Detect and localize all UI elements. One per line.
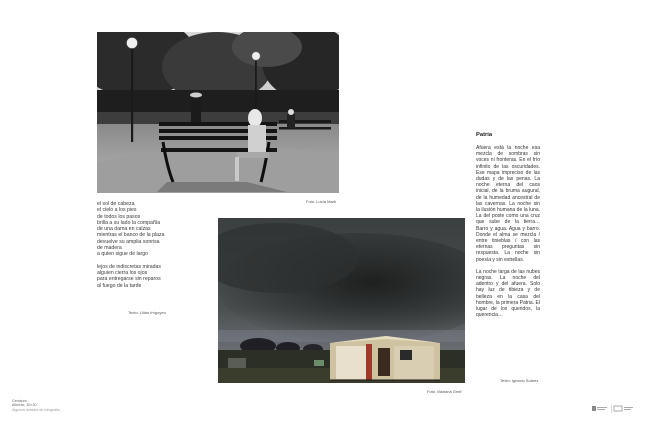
storm-shack-photo [218, 218, 465, 383]
poem-line: el sol de cabeza [97, 201, 135, 207]
footer-logos [592, 400, 634, 418]
poem-line: a quien sigue de largo [97, 251, 149, 258]
page-footer [12, 399, 60, 412]
poem-line: de madera [97, 245, 122, 252]
patria-title: Patria [476, 132, 493, 138]
cdf-logo-icon [614, 406, 633, 411]
patria-credit: Texto: Ignacio Suárez [500, 378, 539, 383]
poem-stanza-2 [97, 264, 164, 289]
poem-stanza-1 [97, 201, 164, 258]
poem-line: devuelve su amplia sonrisa [97, 238, 160, 245]
footer-line-3: Algunos detalles de fotografía [12, 407, 60, 412]
patria-body [476, 145, 540, 324]
poem-line: el cielo a los pies [97, 207, 137, 214]
poem-line: para entregarse sin reparos [97, 276, 161, 283]
poem-line: mientras el banco de la plaza [97, 232, 165, 239]
poem-line: de todos los pasos [97, 213, 141, 220]
poem-line: alguien cierra los ojos [97, 269, 148, 276]
poem-line: al fuego de la tarde [97, 282, 142, 289]
poem-left-credit: Texto: Lilián Irrigoyen [128, 310, 166, 315]
patria-paragraph-1: Afuera está la noche esa mezcla de sombras sin voces ni fronteras. En el frío infinito de las oscuridades. Ese mapa impreciso de las dudas y de las penas. La noche eterna del caos inicial, de la bruma augural, de la humedad ancestral de las cavernas. La noche sin la ilusión humana de la luna. La del poste como una cruz que sube de la tierra… Barro y agua. Agua y barro. Donde el alma se mezcla / entre tinieblas / con las eternas preguntas sin respuesta. La noche sin poesía y sin estrellas. [476, 145, 540, 263]
park-bench-photo [97, 32, 339, 193]
storm-photo-credit: Foto: Mariana Greif [427, 389, 462, 394]
poem-line: de una dama en calzas [97, 226, 151, 233]
patria-paragraph-2: La noche larga de las nubes negras. La noche del adentro y del afuera. Solo hay luz de tibieza y de belleza en la casa del hombre, la primera Patria. El lugar de los queridos, la querencia… [476, 268, 540, 319]
park-photo-credit: Foto: Lucía Martí [306, 199, 337, 204]
footer-line-2: Alterrax, 30×30 [12, 403, 37, 408]
poem-line: brilla a su lado la compañía [97, 219, 161, 226]
poem-line: lejos de indiscretas miradas [97, 263, 162, 270]
footer-line-1: Centauro [12, 399, 27, 403]
institution-logo-icon [592, 406, 607, 411]
poem-left [97, 201, 164, 295]
